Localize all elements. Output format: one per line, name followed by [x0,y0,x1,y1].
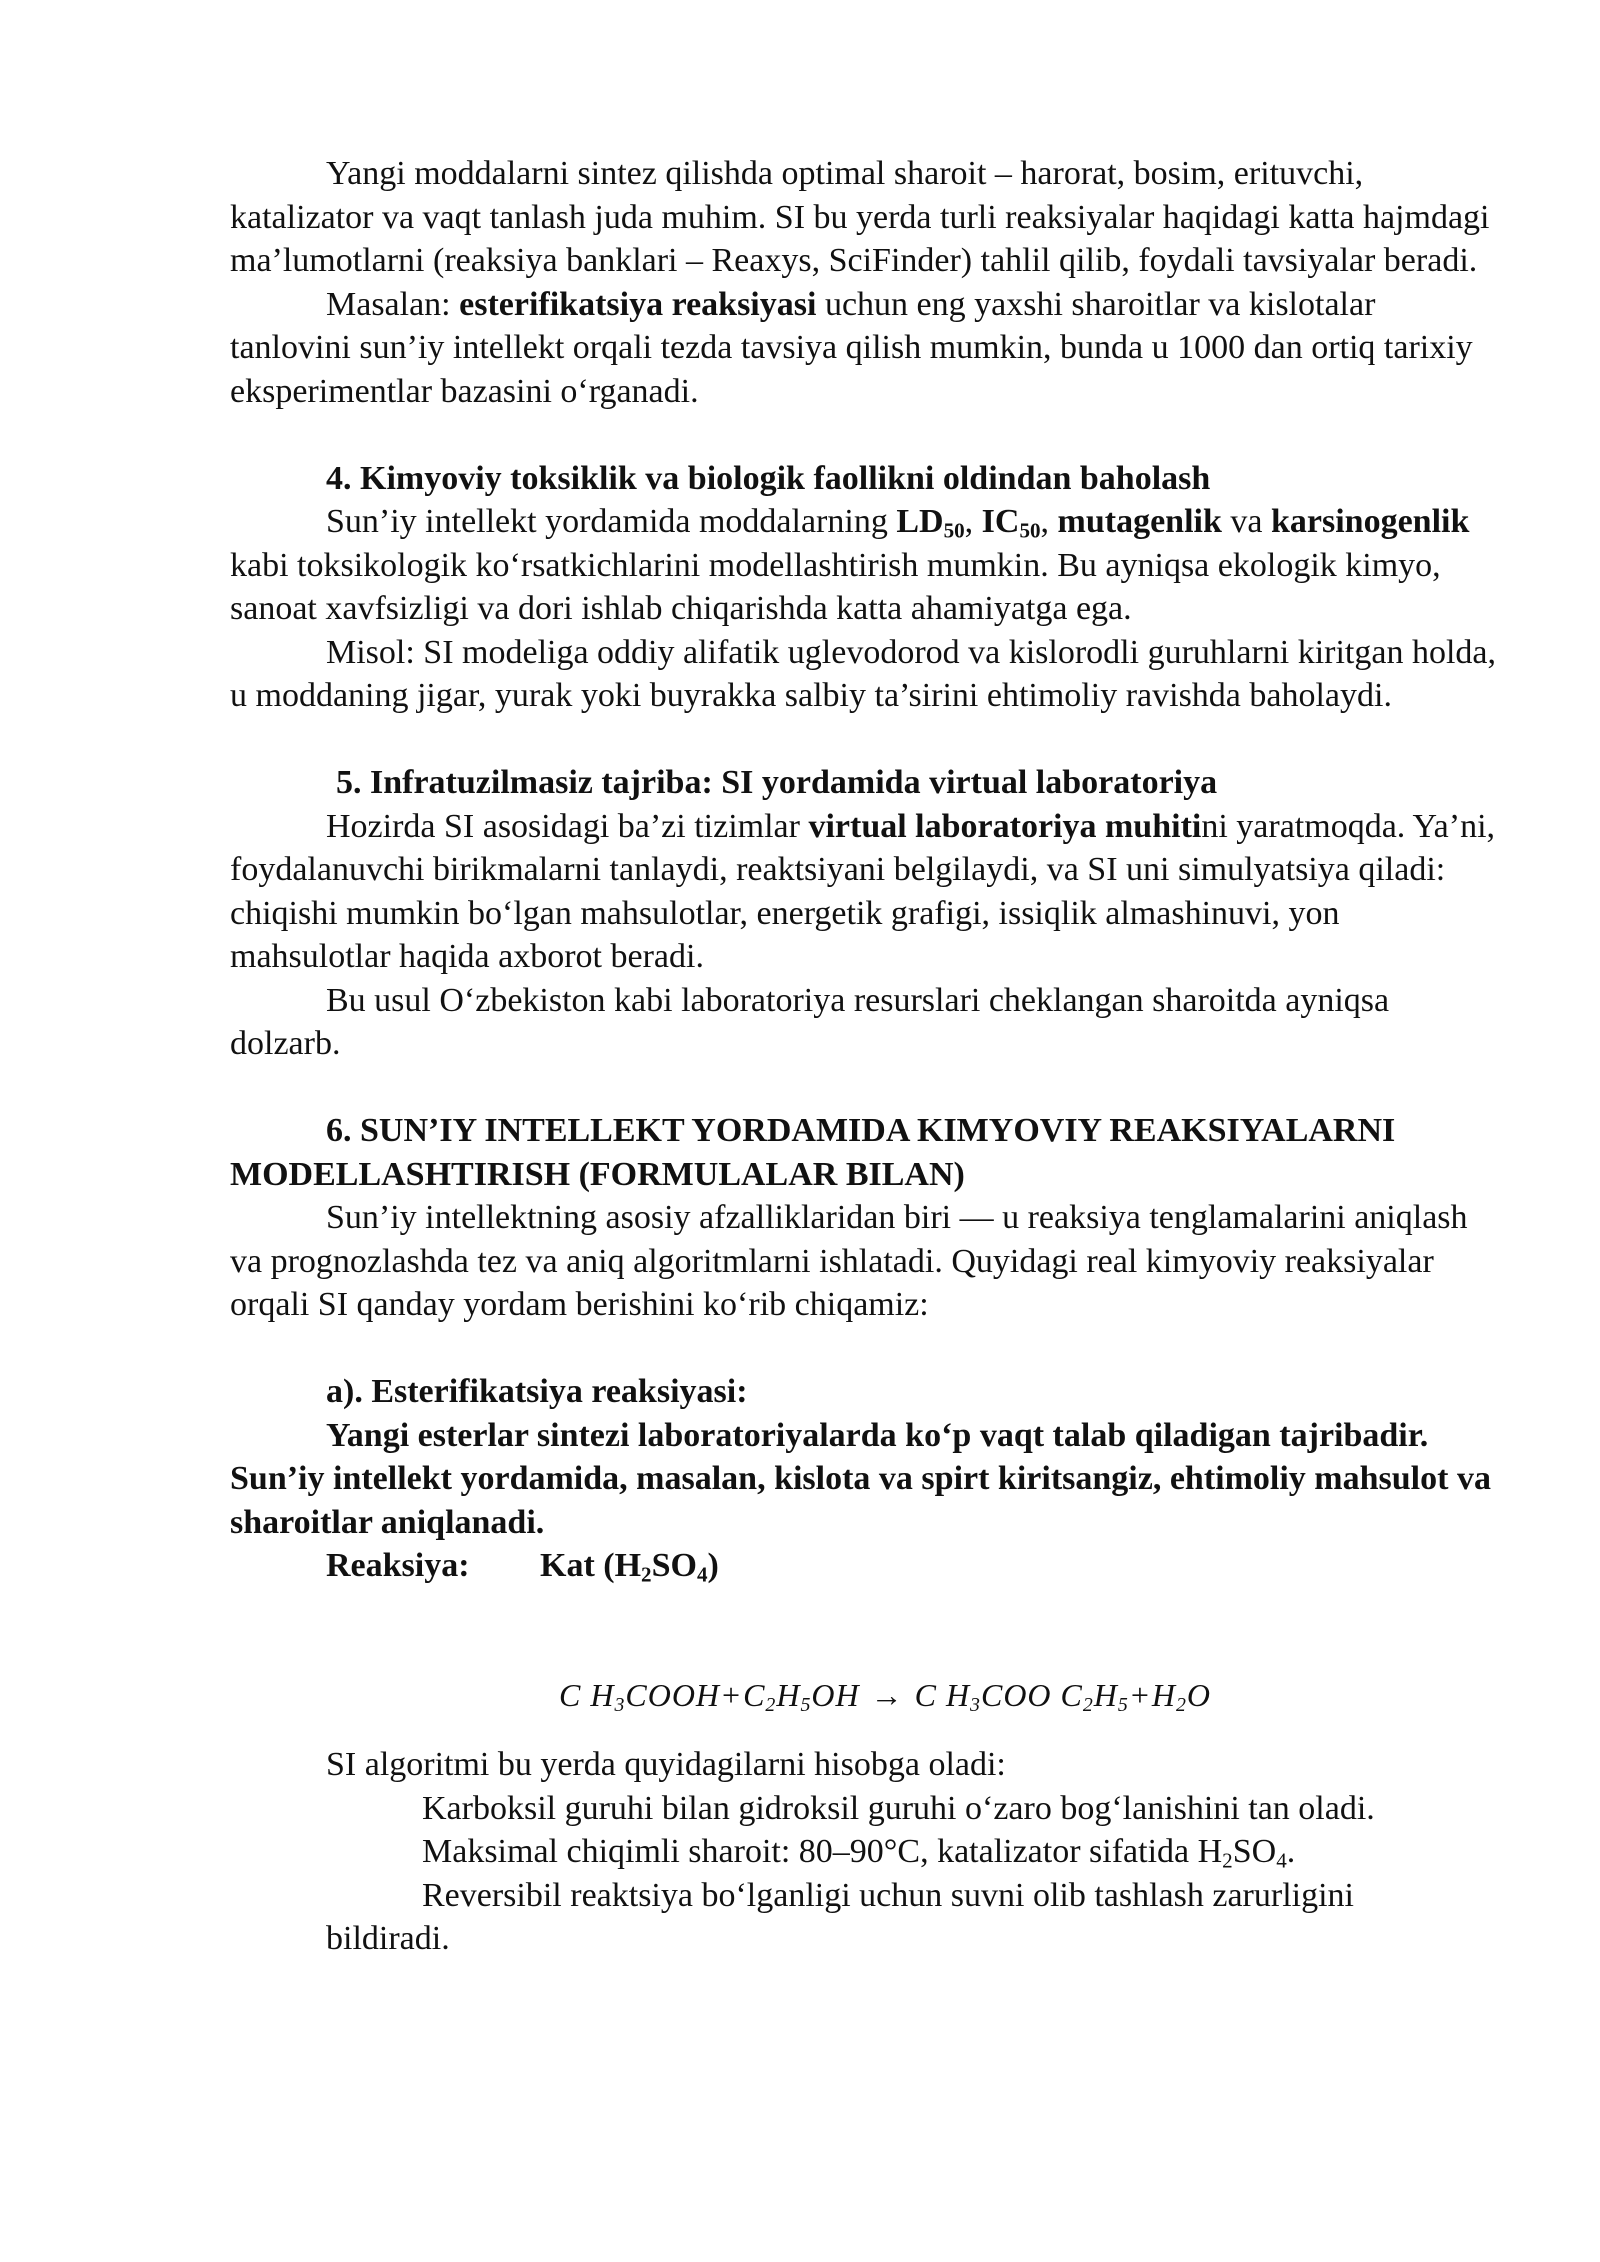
section-5-paragraph-1 [230,805,1500,979]
formula-part: C H [914,1676,971,1713]
subscript: 5 [1117,1693,1129,1716]
text: , [1040,503,1058,540]
text: Maksimal chiqimli sharoit: 80–90°C, katalizator sifatida H [422,1833,1223,1870]
text: SO [651,1547,697,1584]
formula-part: C [743,1676,766,1713]
plus-sign: + [1130,1676,1150,1713]
bold-term: esterifikatsiya reaksiyasi [459,285,817,323]
formula-part: COOH [625,1676,721,1713]
text: va [1221,503,1271,540]
reaction-label: Reaksiya: [326,1547,470,1584]
text: Masalan: [326,285,460,323]
subscript: 4 [696,1562,708,1587]
subscript: 2 [641,1562,652,1587]
formula-part: H [776,1676,801,1713]
text: . [1286,1833,1296,1870]
section-6-heading: 6. SUN’IY INTELLEKT YORDAMIDA KIMYOVIY REAKSIYALARNI MODELLASHTIRISH (FORMULALAR BILAN) [230,1112,1396,1193]
subscript: 4 [1276,1848,1287,1873]
section-6-paragraph: Sun’iy intellektning asosiy afzalliklaridan biri — u reaksiya tenglamalarini aniqlash va prognozlashda tez va aniq algoritmlarni ishlatadi. Quyidagi real kimyoviy reaksiyalar orqali SI qanday yordam berishini ko‘rib chiqamiz: [230,1199,1468,1323]
text: LD [896,503,944,540]
text: Kat (H [540,1547,642,1584]
karsinogenlik-term: karsinogenlik [1270,503,1470,540]
reaction-label-line [230,1544,1500,1588]
section-5-heading: 5. Infratuzilmasiz tajriba: SI yordamida virtual laboratoriya [336,764,1218,801]
text: bildiradi. [326,1920,450,1957]
section-5-paragraph-2: Bu usul O‘zbekiston kabi laboratoriya resurslari cheklangan sharoitda ayniqsa dolzarb. [230,981,1390,1062]
paragraph-esterification-example [230,283,1500,414]
subscript: 2 [1222,1848,1233,1873]
text: Hozirda SI asosidagi ba’zi tizimlar [326,807,809,845]
text: ) [707,1547,719,1584]
formula-part: O [1186,1676,1212,1713]
subscript: 2 [1082,1693,1094,1716]
algorithm-item-3 [230,1874,1500,1961]
esterification-equation [230,1674,1500,1718]
spacer [230,1327,1500,1371]
formula-part: OH [811,1676,860,1713]
spacer [230,413,1500,457]
subscript: 3 [970,1693,981,1716]
subsection-a-heading: a). Esterifikatsiya reaksiyasi: [326,1373,748,1410]
text: , [964,503,982,540]
text: kabi toksikologik ko‘rsatkichlarini modellashtirish mumkin. Bu ayniqsa ekologik kimyo, sanoat xavfsizligi va dori ishlab chiqarishda katta ahamiyatga ega. [230,546,1441,627]
mutagenlik-term: mutagenlik [1057,503,1222,540]
subscript: 50 [943,518,965,543]
subscript: 3 [614,1693,626,1716]
spacer [230,1066,1500,1110]
subsection-a-paragraph: Yangi esterlar sintezi laboratoriyalarda ko‘p vaqt talab qiladigan tajribadir. Sun’iy intellekt yordamida, masalan, kislota va spirt kiritsangiz, ehtimoliy mahsulot va sharoitlar aniqlanadi. [230,1416,1491,1541]
spacer [230,718,1500,762]
algorithm-item-2 [230,1830,1500,1874]
bold-term: virtual laboratoriya muhiti [808,807,1202,845]
section-4-paragraph-1 [230,500,1500,631]
catalyst-label [540,1544,719,1588]
algorithm-intro: SI algoritmi bu yerda quyidagilarni hisobga oladi: [326,1746,1006,1783]
text: Reversibil reaktsiya bo‘lganligi uchun suvni olib tashlash zarurligini [422,1876,1354,1914]
subscript: 2 [1175,1693,1187,1716]
formula-part: H [1093,1676,1118,1713]
text: uchun eng yaxshi sharoitlar va kislotalar tanlovini sun’iy intellekt orqali tezda tavsiya qilish mumkin, bunda u 1000 dan ortiq tarixiy eksperimentlar bazasini o‘rganadi. [230,285,1473,410]
text: SO [1232,1833,1277,1870]
section-4-heading: 4. Kimyoviy toksiklik va biologik faollikni oldindan baholash [326,459,1211,497]
paragraph-optimal-conditions: Yangi moddalarni sintez qilishda optimal sharoit – harorat, bosim, erituvchi, katalizator va vaqt tanlash juda muhim. SI bu yerda turli reaksiyalar haqidagi katta hajmdagi ma’lumotlarni (reaksiya banklari – Reaxys, SciFinder) tahlil qilib, foydali tavsiyalar beradi. [230,155,1490,279]
formula-part: C H [558,1676,615,1713]
ic50-term [981,503,1041,543]
formula-part: H [1151,1676,1176,1713]
formula-part: COO C [980,1676,1083,1713]
subscript: 5 [800,1693,812,1716]
text: Sun’iy intellekt yordamida moddalarning [326,503,897,540]
section-4-paragraph-2: Misol: SI modeliga oddiy alifatik uglevodorod va kislorodli guruhlarni kiritgan holda, u moddaning jigar, yurak yoki buyrakka salbiy ta’sirini ehtimoliy ravishda baholaydi. [230,633,1496,714]
text: IC [981,503,1020,540]
ld50-term [896,503,965,543]
algorithm-item-1: Karboksil guruhi bilan gidroksil guruhi o‘zaro bog‘lanishini tan oladi. [422,1789,1375,1827]
subscript: 2 [765,1693,777,1716]
subscript: 50 [1019,518,1041,543]
plus-sign: + [722,1676,742,1713]
text: ni yaratmoqda. Ya’ni, foydalanuvchi birikmalarni tanlaydi, reaktsiyani belgilaydi, va SI uni simulyatsiya qiladi: chiqishi mumkin bo‘lgan mahsulotlar, energetik grafigi, issiqlik almashinuvi, yon mahsulotlar haqida axborot beradi. [230,807,1496,975]
reaction-arrow: → [870,1676,904,1713]
